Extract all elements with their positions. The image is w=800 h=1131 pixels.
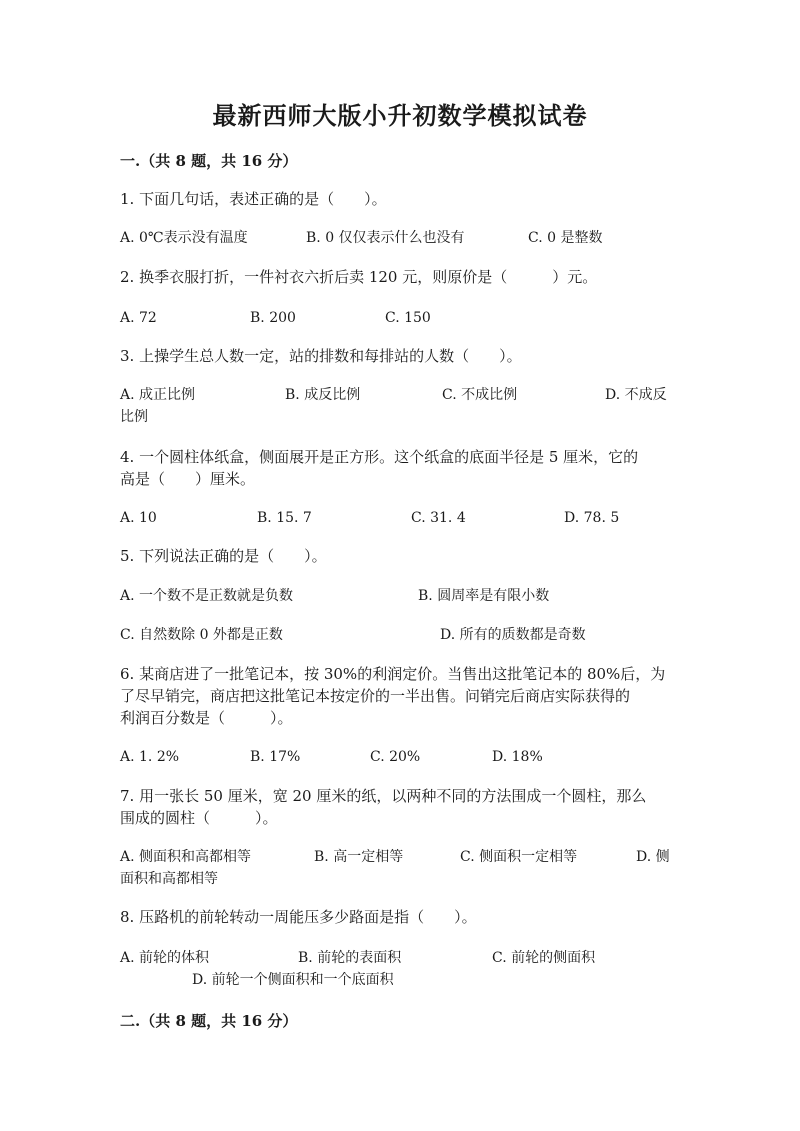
option-d: D. 78. 5	[564, 510, 620, 526]
option-c: C. 不成比例	[442, 387, 518, 403]
option-d: D. 18%	[492, 749, 543, 765]
question-8-options	[120, 947, 680, 991]
question-6-line-1: 6. 某商店进了一批笔记本，按 30%的利润定价。当售出这批笔记本的 80%后，为	[120, 665, 666, 683]
question-4-options	[120, 507, 680, 529]
option-a: A. 0℃表示没有温度	[120, 230, 248, 246]
question-6	[120, 663, 680, 729]
question-7-line-1: 7. 用一张长 50 厘米，宽 20 厘米的纸，以两种不同的方法围成一个圆柱，那么	[120, 787, 647, 805]
question-7-line-2: 围成的圆柱（ ）。	[120, 809, 278, 827]
question-1: 1. 下面几句话，表述正确的是（ ）。	[120, 190, 387, 208]
option-c: C. 0 是整数	[528, 230, 603, 246]
option-d-continued: 面积和高都相等	[120, 871, 218, 887]
section-heading-1: 一.（共 8 题，共 16 分）	[120, 152, 298, 170]
option-a: A. 10	[120, 510, 157, 526]
question-1-options	[120, 227, 680, 249]
question-6-line-3: 利润百分数是（ ）。	[120, 709, 293, 727]
question-2-options	[120, 307, 680, 329]
option-b: B. 0 仅仅表示什么也没有	[306, 230, 465, 246]
question-7	[120, 785, 680, 829]
question-5-options-row-2	[120, 624, 680, 646]
question-4-line-1: 4. 一个圆柱体纸盒，侧面展开是正方形。这个纸盒的底面半径是 5 厘米，它的	[120, 448, 639, 466]
question-8: 8. 压路机的前轮转动一周能压多少路面是指（ ）。	[120, 908, 477, 926]
question-6-line-2: 了尽早销完，商店把这批笔记本按定价的一半出售。问销完后商店实际获得的	[120, 687, 631, 705]
option-b: B. 前轮的表面积	[298, 950, 402, 966]
question-4-line-2: 高是（ ）厘米。	[120, 470, 256, 488]
question-5-options-row-1	[120, 585, 680, 607]
option-b: B. 200	[250, 310, 296, 326]
option-c: C. 20%	[370, 749, 421, 765]
option-d: D. 前轮一个侧面积和一个底面积	[192, 972, 394, 988]
option-a: A. 侧面积和高都相等	[120, 849, 252, 865]
option-a: A. 1. 2%	[120, 749, 180, 765]
question-2: 2. 换季衣服打折，一件衬衣六折后卖 120 元，则原价是（ ）元。	[120, 268, 598, 286]
option-b: B. 高一定相等	[314, 849, 404, 865]
option-c: C. 31. 4	[411, 510, 466, 526]
option-d-continued: 比例	[120, 409, 148, 425]
question-5: 5. 下列说法正确的是（ ）。	[120, 547, 327, 565]
option-a: A. 成正比例	[120, 387, 196, 403]
option-d: D. 所有的质数都是奇数	[440, 627, 586, 643]
question-3: 3. 上操学生总人数一定，站的排数和每排站的人数（ ）。	[120, 347, 522, 365]
page-title: 最新西师大版小升初数学模拟试卷	[212, 101, 588, 130]
option-b: B. 圆周率是有限小数	[418, 588, 550, 604]
question-4	[120, 446, 680, 490]
option-c: C. 前轮的侧面积	[492, 950, 596, 966]
option-a: A. 前轮的体积	[120, 950, 210, 966]
question-7-options	[120, 846, 680, 890]
option-d: D. 侧	[636, 849, 670, 865]
option-b: B. 15. 7	[257, 510, 312, 526]
option-c: C. 自然数除 0 外都是正数	[120, 627, 283, 643]
option-d: D. 不成反	[605, 387, 667, 403]
option-b: B. 成反比例	[285, 387, 361, 403]
question-6-options	[120, 746, 680, 768]
option-c: C. 侧面积一定相等	[460, 849, 578, 865]
option-c: C. 150	[385, 310, 431, 326]
section-heading-2: 二.（共 8 题，共 16 分）	[120, 1012, 298, 1030]
option-a: A. 一个数不是正数就是负数	[120, 588, 294, 604]
option-b: B. 17%	[250, 749, 301, 765]
question-3-options	[120, 384, 680, 428]
option-a: A. 72	[120, 310, 157, 326]
